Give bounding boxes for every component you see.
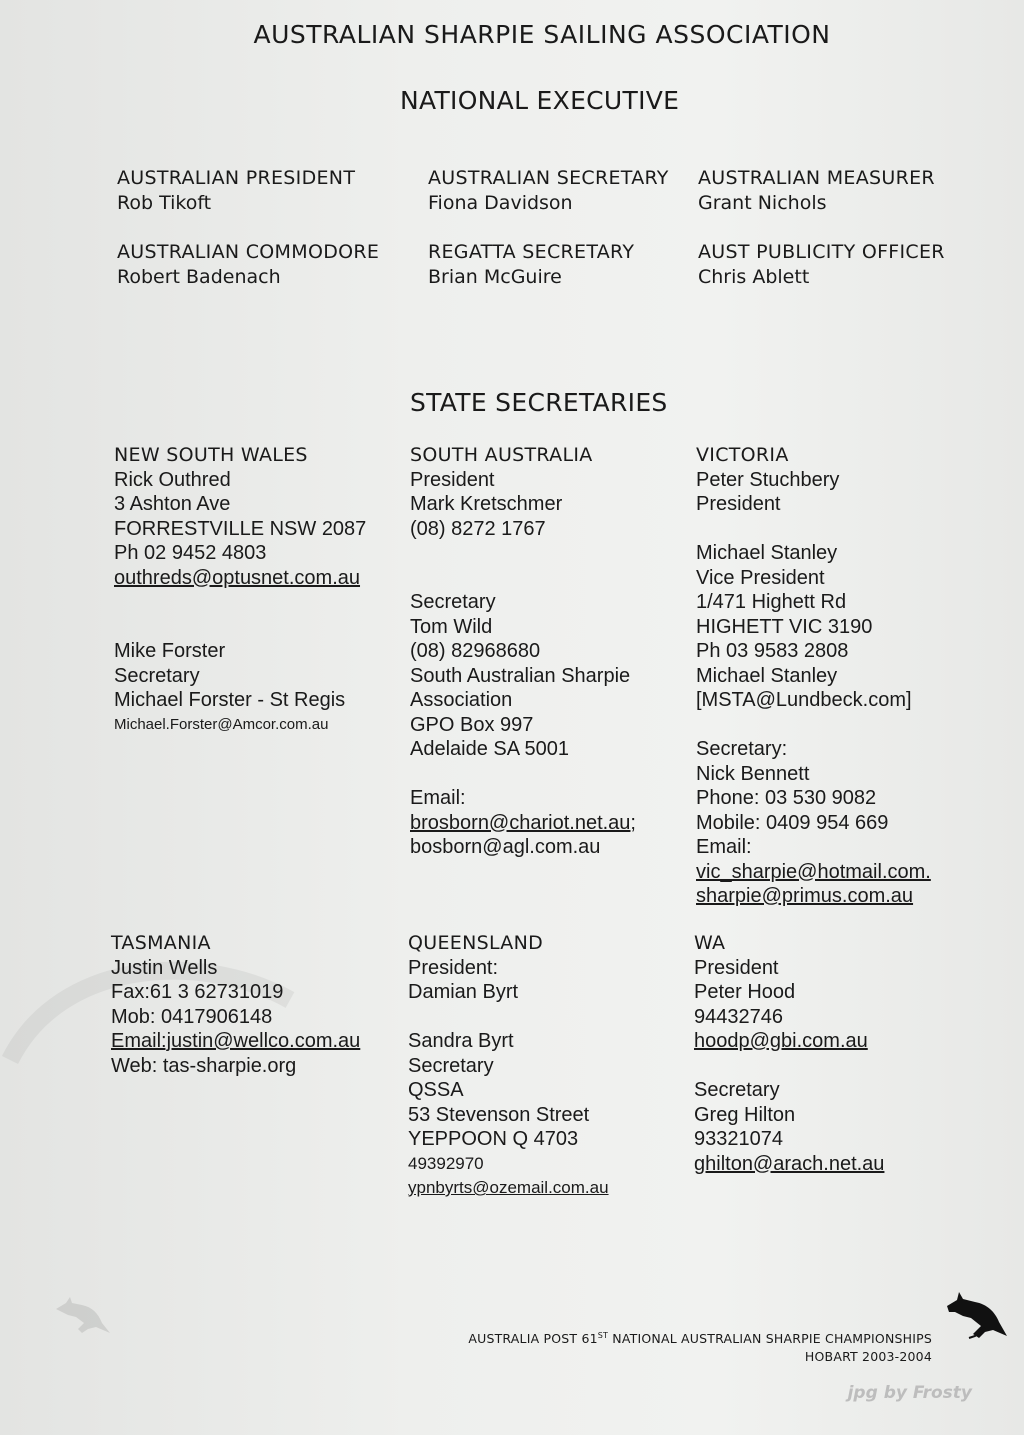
contact-line: President <box>410 468 495 491</box>
exec-role: AUSTRALIAN PRESIDENT <box>117 167 356 189</box>
contact-line: Michael Forster - St Regis <box>114 689 346 711</box>
exec-aust-publicity-officer <box>698 240 945 290</box>
email-text[interactable]: bosborn@agl.com.au <box>410 836 601 858</box>
exec-name: Robert Badenach <box>117 266 281 288</box>
state-name: VICTORIA <box>696 444 789 466</box>
contact-line: Mobile: 0409 954 669 <box>696 811 889 834</box>
exec-australian-secretary <box>428 166 669 216</box>
spacer <box>410 541 636 566</box>
sa-contact-block <box>410 443 636 860</box>
contact-line: Fax:61 3 62731019 <box>111 981 284 1003</box>
spacer <box>696 517 931 542</box>
vic-contact-block <box>696 443 931 909</box>
contact-line: Rick Outhred <box>114 468 231 491</box>
exec-name: Chris Ablett <box>698 266 810 288</box>
contact-line: Adelaide SA 5001 <box>410 738 570 760</box>
contact-line: Tom Wild <box>410 615 493 638</box>
spacer <box>410 566 636 591</box>
spacer <box>114 590 366 615</box>
contact-line: Secretary: <box>696 738 788 760</box>
contact-line: [MSTA@Lundbeck.com] <box>696 689 912 711</box>
wa-contact-block <box>694 931 884 1176</box>
contact-line: GPO Box 997 <box>410 713 534 736</box>
contact-line: QSSA <box>408 1079 464 1101</box>
state-name: WA <box>694 932 726 954</box>
website-text: Web: tas-sharpie.org <box>111 1054 297 1077</box>
email-link[interactable]: ghilton@arach.net.au <box>694 1152 885 1175</box>
contact-line: Mob: 0417906148 <box>111 1005 273 1028</box>
spacer <box>114 615 366 640</box>
exec-role: AUSTRALIAN MEASURER <box>698 167 935 189</box>
contact-line: Secretary <box>408 1054 494 1077</box>
contact-line: Justin Wells <box>111 956 218 979</box>
contact-line: 93321074 <box>694 1128 783 1150</box>
email-link[interactable]: ypnbyrts@ozemail.com.au <box>408 1178 609 1197</box>
contact-line: Damian Byrt <box>408 981 519 1003</box>
exec-role: AUSTRALIAN SECRETARY <box>428 167 669 189</box>
exec-australian-measurer <box>698 166 935 216</box>
contact-line: Email: <box>696 836 752 858</box>
contact-line: (08) 8272 1767 <box>410 517 546 540</box>
contact-line: 49392970 <box>408 1153 484 1173</box>
spacer <box>694 1054 884 1079</box>
contact-line: 1/471 Highett Rd <box>696 591 847 613</box>
exec-name: Brian McGuire <box>428 266 562 288</box>
exec-australian-president <box>117 166 355 216</box>
national-executive-heading: NATIONAL EXECUTIVE <box>400 86 680 115</box>
exec-name: Rob Tikoft <box>117 192 212 214</box>
contact-line: 3 Ashton Ave <box>114 493 231 515</box>
contact-line: Peter Hood <box>694 981 796 1003</box>
contact-line: President <box>694 956 779 979</box>
qld-contact-block <box>408 931 609 1201</box>
footer-text: NATIONAL AUSTRALIAN SHARPIE CHAMPIONSHIPS <box>608 1331 932 1347</box>
exec-name: Grant Nichols <box>698 192 827 214</box>
page-title: AUSTRALIAN SHARPIE SAILING ASSOCIATION <box>253 20 831 49</box>
contact-line: Phone: 03 530 9082 <box>696 787 877 809</box>
contact-line: FORRESTVILLE NSW 2087 <box>114 517 367 540</box>
footer-event-title <box>380 1327 932 1348</box>
contact-line: Mark Kretschmer <box>410 493 563 515</box>
contact-line: Ph 03 9583 2808 <box>696 640 849 662</box>
exec-role: AUST PUBLICITY OFFICER <box>698 241 945 263</box>
exec-australian-commodore <box>117 240 379 290</box>
footer-superscript: ST <box>597 1331 609 1340</box>
exec-regatta-secretary <box>428 240 634 290</box>
state-name: TASMANIA <box>111 932 211 954</box>
contact-line: HIGHETT VIC 3190 <box>696 615 873 638</box>
footer <box>380 1327 932 1366</box>
contact-line: Secretary <box>114 664 200 687</box>
contact-line: Vice President <box>696 566 825 589</box>
state-name: SOUTH AUSTRALIA <box>410 444 593 466</box>
contact-line: 94432746 <box>694 1005 783 1028</box>
state-name: QUEENSLAND <box>408 932 544 954</box>
email-link[interactable]: hoodp@gbi.com.au <box>694 1030 868 1052</box>
contact-line: Secretary <box>410 591 496 613</box>
email-label: Email: <box>410 787 466 809</box>
kangaroo-watermark-icon <box>52 1295 112 1335</box>
contact-line: Mike Forster <box>114 640 226 662</box>
email-link[interactable]: outhreds@optusnet.com.au <box>114 566 361 589</box>
contact-line: YEPPOON Q 4703 <box>408 1128 579 1150</box>
email-text[interactable]: Michael.Forster@Amcor.com.au <box>114 715 329 733</box>
contact-line: Sandra Byrt <box>408 1030 514 1052</box>
photo-credit: jpg by Frosty <box>847 1383 972 1403</box>
contact-line: (08) 82968680 <box>410 640 541 662</box>
spacer <box>696 713 931 738</box>
spacer <box>408 1005 609 1030</box>
contact-line: President <box>696 493 781 515</box>
contact-line: 53 Stevenson Street <box>408 1103 590 1126</box>
exec-role: AUSTRALIAN COMMODORE <box>117 241 380 263</box>
footer-location-years: HOBART 2003-2004 <box>804 1349 932 1365</box>
contact-line: South Australian Sharpie <box>410 664 631 687</box>
exec-role: REGATTA SECRETARY <box>428 241 635 263</box>
email-link[interactable]: brosborn@chariot.net.au; <box>410 811 636 834</box>
footer-text: AUSTRALIA POST 61 <box>468 1331 598 1347</box>
state-secretaries-heading: STATE SECRETARIES <box>410 388 668 417</box>
contact-line: President: <box>408 956 499 979</box>
state-name: NEW SOUTH WALES <box>114 444 308 466</box>
contact-line: Michael Stanley <box>696 664 838 687</box>
email-link[interactable]: sharpie@primus.com.au <box>696 885 914 907</box>
email-link[interactable]: vic_sharpie@hotmail.com. <box>696 860 931 883</box>
spacer <box>410 762 636 787</box>
exec-name: Fiona Davidson <box>428 192 573 214</box>
email-link[interactable]: Email:justin@wellco.com.au <box>111 1030 361 1052</box>
contact-line: Secretary <box>694 1079 780 1101</box>
contact-line: Ph 02 9452 4803 <box>114 542 267 564</box>
contact-line: Greg Hilton <box>694 1103 796 1126</box>
contact-line: Association <box>410 689 513 711</box>
tas-contact-block <box>111 931 360 1078</box>
kangaroo-logo-icon <box>945 1290 1009 1340</box>
contact-line: Peter Stuchbery <box>696 468 840 491</box>
contact-line: Nick Bennett <box>696 762 810 785</box>
nsw-contact-block <box>114 443 366 737</box>
contact-line: Michael Stanley <box>696 542 838 564</box>
